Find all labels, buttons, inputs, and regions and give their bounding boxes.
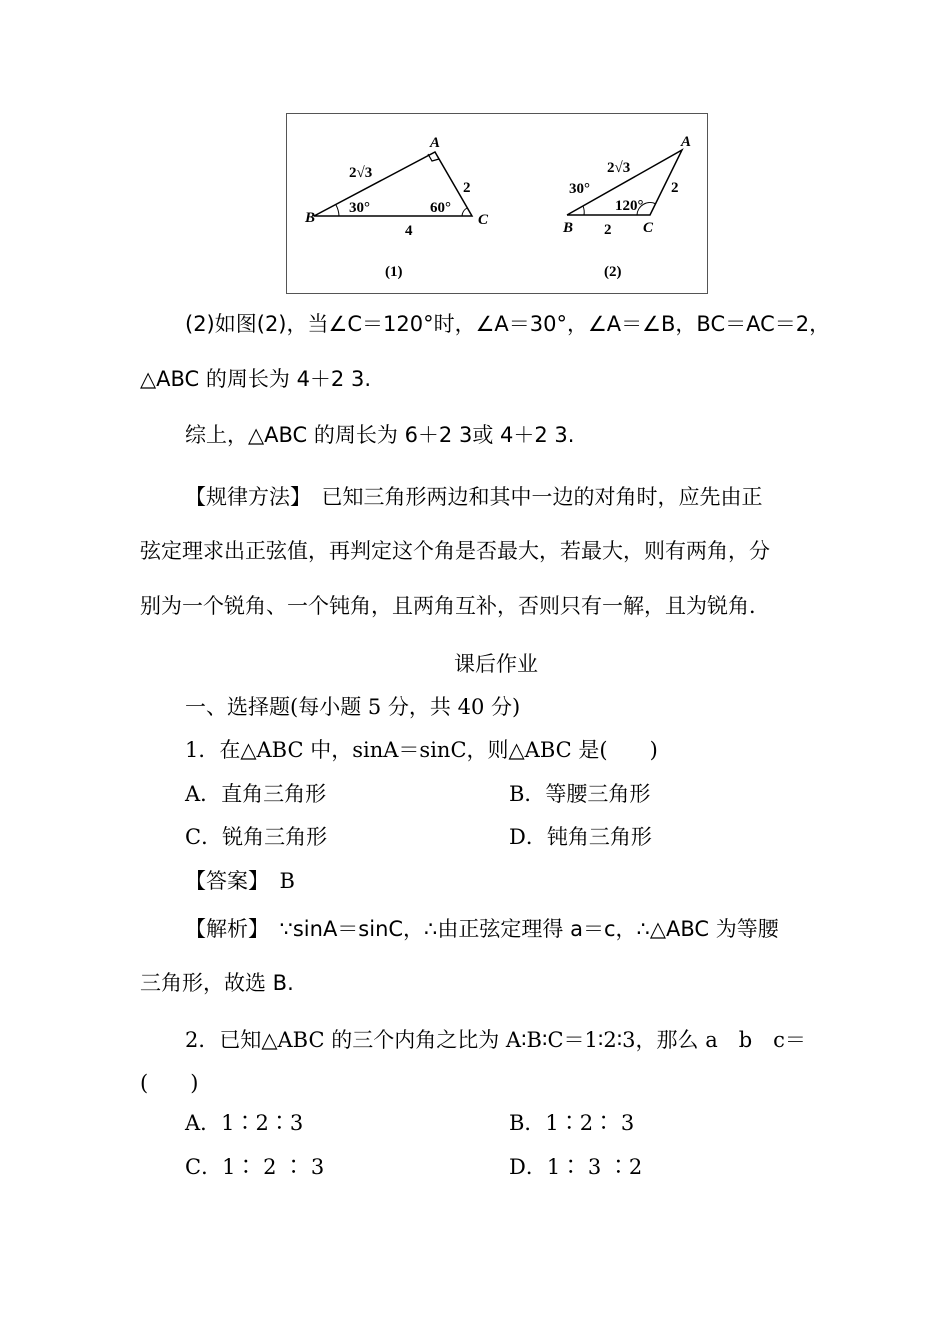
vertex-b-label: B xyxy=(305,210,316,226)
triangle-diagrams xyxy=(287,114,709,295)
vertex-c-label-2: C xyxy=(643,220,654,236)
vertex-c-label: C xyxy=(478,212,489,228)
question-2: 2．已知△ABC 的三个内角之比为 A∶B∶C＝1∶2∶3，那么 a b c＝ xyxy=(185,1028,806,1052)
solution-line-1: (2)如图(2)，当∠C＝120°时，∠A＝30°，∠A＝∠B，BC＝AC＝2， xyxy=(185,312,831,336)
method-line-2: 弦定理求出正弦值，再判定这个角是否最大，若最大，则有两角，分 xyxy=(140,539,770,563)
method-line-3: 别为一个锐角、一个钝角，且两角互补，否则只有一解，且为锐角． xyxy=(140,594,770,618)
q1-option-c: C．锐角三角形 xyxy=(185,825,328,849)
q2-option-c: C．1∶ 2 ∶ 3 xyxy=(185,1155,325,1179)
vertex-a-label-2: A xyxy=(681,134,692,150)
caption-1: (1) xyxy=(385,264,403,280)
method-line-1: 【规律方法】 已知三角形两边和其中一边的对角时，应先由正 xyxy=(185,485,763,509)
side-ab-label-2: 2√3 xyxy=(607,160,631,176)
angle-b-arc-2 xyxy=(583,206,584,215)
q1-option-a: A．直角三角形 xyxy=(185,782,327,806)
vertex-b-label-2: B xyxy=(563,220,574,236)
q1-analysis-line-2: 三角形，故选 B. xyxy=(140,971,294,995)
angle-b-arc xyxy=(336,205,339,216)
question-1: 1．在△ABC 中，sinA＝sinC，则△ABC 是( ) xyxy=(185,738,658,762)
conclusion-line: 综上，△ABC 的周长为 6＋2 3或 4＋2 3. xyxy=(185,423,575,447)
q2-option-d: D．1∶ 3 ∶2 xyxy=(509,1155,643,1179)
angle-b-label: 30° xyxy=(349,200,370,216)
figure-2 xyxy=(562,134,691,280)
angle-b-label-2: 30° xyxy=(569,181,590,197)
section-title: 一、选择题(每小题 5 分，共 40 分) xyxy=(185,695,521,719)
solution-line-2: △ABC 的周长为 4＋2 3. xyxy=(140,367,371,391)
caption-2: (2) xyxy=(604,264,622,280)
q1-answer: 【答案】 B xyxy=(185,869,295,893)
side-bc-label: 4 xyxy=(405,223,413,239)
side-ac-label: 2 xyxy=(463,180,471,196)
angle-c-label-2: 120° xyxy=(615,198,644,214)
side-ac-label-2: 2 xyxy=(671,180,679,196)
vertex-a-label: A xyxy=(430,135,441,151)
q2-option-a: A．1∶2∶3 xyxy=(185,1111,304,1135)
angle-c-arc xyxy=(462,208,467,216)
q1-analysis-line-1: 【解析】 ∵sinA＝sinC，∴由正弦定理得 a＝c，∴△ABC 为等腰 xyxy=(185,917,779,941)
side-bc-label-2: 2 xyxy=(604,222,612,238)
q2-option-b: B．1∶2∶ 3 xyxy=(509,1111,635,1135)
figure-1 xyxy=(304,135,489,280)
side-ab-label: 2√3 xyxy=(349,165,373,181)
question-2-paren: ( ) xyxy=(140,1071,199,1095)
homework-heading: 课后作业 xyxy=(454,652,538,676)
q1-option-d: D．钝角三角形 xyxy=(509,825,652,849)
triangle-figure xyxy=(286,113,708,294)
angle-c-label: 60° xyxy=(430,200,451,216)
q1-option-b: B．等腰三角形 xyxy=(509,782,651,806)
